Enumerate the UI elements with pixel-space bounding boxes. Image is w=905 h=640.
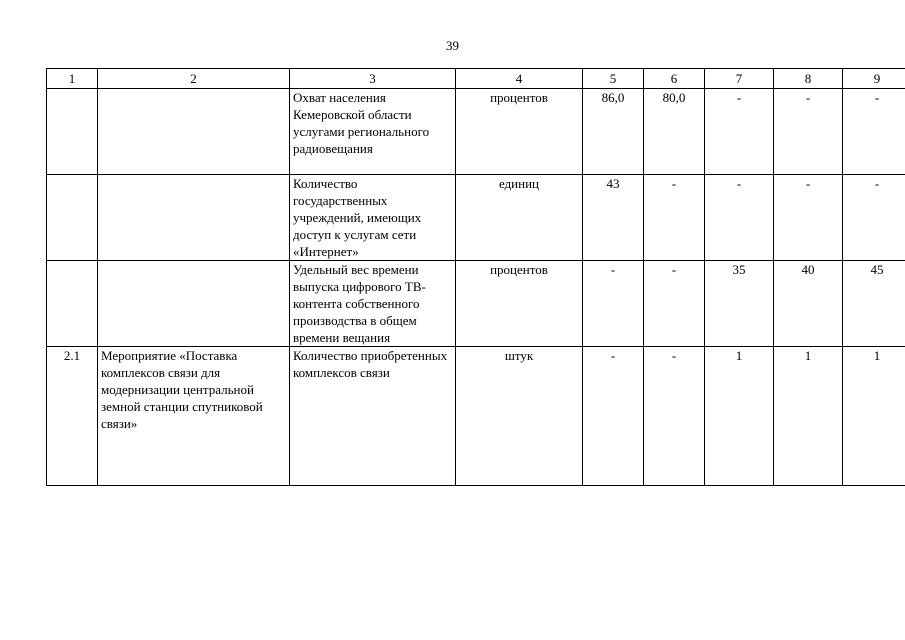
row-number-cell: 2.1 [47,347,98,486]
value-cell: 80,0 [644,89,705,175]
value-cell: - [644,261,705,347]
table-row [47,175,905,261]
value-cell: 43 [583,175,644,261]
header-cell: 2 [98,69,290,89]
table-header-row [47,69,905,89]
header-cell: 6 [644,69,705,89]
value-cell: 35 [705,261,774,347]
value-cell: 45 [843,261,905,347]
unit-cell: процентов [456,89,583,175]
row-number-cell [47,89,98,175]
event-cell [98,89,290,175]
event-cell: Мероприятие «Поставка комплексов связи для модернизации центральной земной станции спутниковой связи» [98,347,290,486]
value-cell: - [583,347,644,486]
value-cell: - [843,175,905,261]
header-cell: 9 [843,69,905,89]
value-cell: - [705,89,774,175]
header-cell: 1 [47,69,98,89]
unit-cell: штук [456,347,583,486]
value-cell: 1 [705,347,774,486]
header-cell: 4 [456,69,583,89]
indicator-cell: Количество государственных учреждений, имеющих доступ к услугам сети «Интернет» [290,175,456,261]
value-cell: 1 [843,347,905,486]
indicators-table [46,68,905,486]
row-number-cell [47,261,98,347]
value-cell: - [644,175,705,261]
event-cell [98,261,290,347]
unit-cell: единиц [456,175,583,261]
header-cell: 5 [583,69,644,89]
value-cell: - [774,175,843,261]
value-cell: 1 [774,347,843,486]
value-cell: - [843,89,905,175]
value-cell: - [583,261,644,347]
value-cell: 86,0 [583,89,644,175]
value-cell: 40 [774,261,843,347]
indicator-cell: Охват населения Кемеровской области услугами регионального радиовещания [290,89,456,175]
header-cell: 3 [290,69,456,89]
indicator-cell: Удельный вес времени выпуска цифрового ТВ-контента собственного производства в общем времени вещания [290,261,456,347]
table-row [47,261,905,347]
unit-cell: процентов [456,261,583,347]
indicator-cell: Количество приобретенных комплексов связи [290,347,456,486]
page-number: 39 [446,38,459,53]
value-cell: - [644,347,705,486]
table-row [47,347,905,486]
header-cell: 8 [774,69,843,89]
value-cell: - [705,175,774,261]
event-cell [98,175,290,261]
row-number-cell [47,175,98,261]
value-cell: - [774,89,843,175]
table-row [47,89,905,175]
header-cell: 7 [705,69,774,89]
